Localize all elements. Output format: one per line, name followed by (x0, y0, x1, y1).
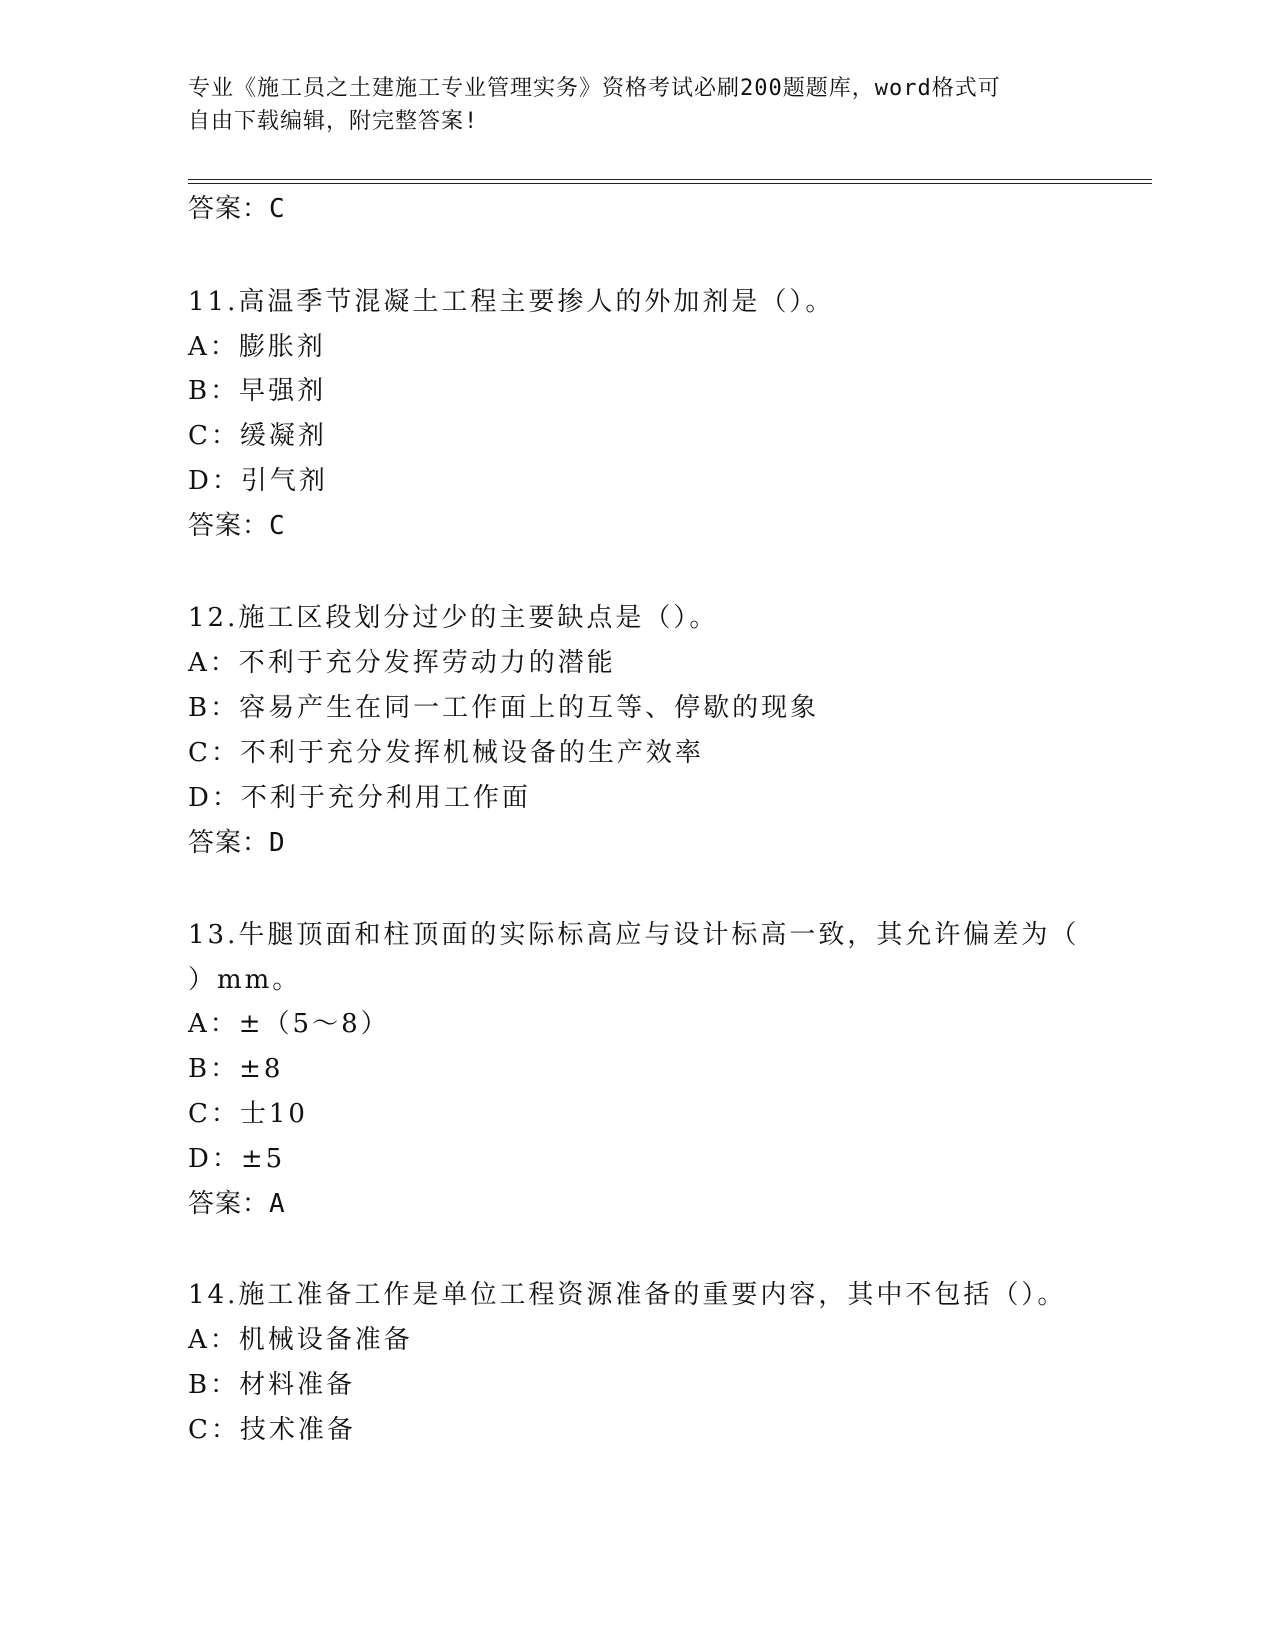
answer-label: 答案：C (188, 511, 286, 541)
option-c: C：士10 (188, 1099, 308, 1129)
option-a: A：机械设备准备 (188, 1325, 413, 1355)
option-b: B：±8 (188, 1054, 284, 1084)
option-a: A：±（5～8） (188, 1009, 390, 1039)
option-d: D：±5 (188, 1144, 286, 1174)
question-stem: 13.牛腿顶面和柱顶面的实际标高应与设计标高一致，其允许偏差为（ (188, 920, 1080, 950)
option-c: C：缓凝剂 (188, 421, 327, 451)
option-b: B：早强剂 (188, 376, 327, 406)
answer-label: 答案：C (188, 194, 286, 224)
answer-label: 答案：A (188, 1189, 286, 1219)
header-rule-bottom (188, 183, 1152, 184)
header-rule-top (188, 179, 1152, 180)
answer-label: 答案：D (188, 828, 286, 858)
option-c: C：技术准备 (188, 1415, 356, 1445)
question-stem: 11.高温季节混凝土工程主要掺人的外加剂是（）。 (188, 287, 835, 317)
option-a: A：膨胀剂 (188, 332, 326, 362)
option-a: A：不利于充分发挥劳动力的潜能 (188, 648, 616, 678)
option-d: D：引气剂 (188, 466, 328, 496)
document-header (188, 72, 1088, 138)
option-b: B：材料准备 (188, 1370, 356, 1400)
header-line-1: 专业《施工员之土建施工专业管理实务》资格考试必刷200题题库，word格式可 (188, 76, 1001, 101)
question-stem: 12.施工区段划分过少的主要缺点是（）。 (188, 603, 719, 633)
option-c: C：不利于充分发挥机械设备的生产效率 (188, 738, 704, 768)
option-b: B：容易产生在同一工作面上的互等、停歇的现象 (188, 693, 820, 723)
question-stem-continued: ）mm。 (188, 965, 302, 995)
header-line-2: 自由下载编辑，附完整答案! (188, 109, 479, 134)
option-d: D：不利于充分利用工作面 (188, 783, 531, 813)
question-stem: 14.施工准备工作是单位工程资源准备的重要内容，其中不包括（）。 (188, 1280, 1067, 1310)
